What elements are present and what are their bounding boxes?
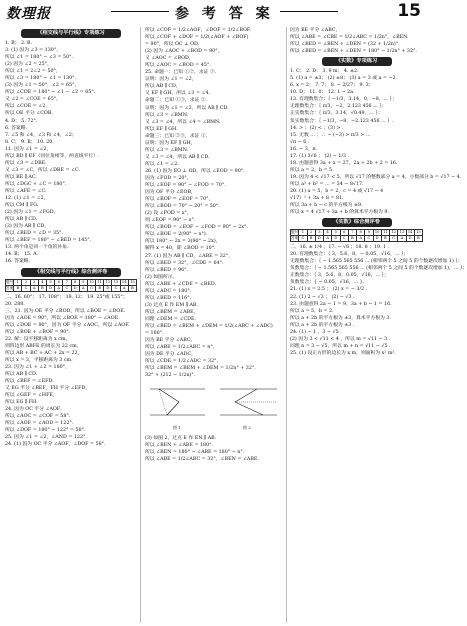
answer-line: 12. (1) ∠1 = ∠2， [5, 196, 49, 202]
answer-line: 无理数集合：｛ π/3，−2，2.123 456 ... ｝； [290, 104, 387, 110]
answer-line: 所以 ∠AOC = ∠BOD = 45°. [145, 63, 211, 69]
answer-line: (3) 因为 ∠1 = 50°，∠2 = 65°， [5, 83, 80, 89]
answer-line: 所以 ∠ABE = 1/2∠ABC = n°， [145, 345, 218, 351]
answer-line: 无理数集合：｛ − 1.565 565 556 ... (相邻两个 5 之间 5 的个数逐次增加 1) ｝； [290, 259, 463, 265]
answer-line: 所以 ∠BED = 116°. [145, 295, 192, 301]
answer-line: 所以 180° − 2x = 3(90° − 2x)， [145, 239, 221, 245]
answer-line: 所以 ∠AFE = ∠C. [5, 188, 47, 194]
answer-block [5, 40, 137, 266]
answer-line: 所以 ∠3 = 180° − ∠1 = 130°. [5, 76, 77, 82]
answer-line: 所以 ∠DGC + ∠C = 180°. [5, 181, 67, 187]
answer-line: (2) 因为 ∠1 = ∠FGD， [5, 210, 59, 216]
answer-line: 又 EF ∥ GH，所以 ∠3 = ∠4. [145, 91, 211, 97]
answer-line: 负数集合：{ − 0.05，√16，... }. [290, 280, 365, 286]
table-cell: A [120, 285, 128, 291]
answer-line: 所以 3a + b − c 的平方根为 ±9. [290, 203, 363, 209]
answer-block [290, 27, 423, 55]
table-cell: 6 [55, 279, 63, 285]
answer-line: 8. C； 9. B； 10. 20. [5, 139, 54, 145]
answer-line: 所以 ∠BOE + ∠BOF = 90°. [5, 329, 71, 335]
table-cell: D [332, 236, 340, 242]
answer-line: 所以 ∠BED = ∠D = 35°. [5, 231, 64, 237]
answer-line: 所以 a = 2，b = 5. [290, 167, 334, 173]
answer-line: 证明：因为 ∠1 = ∠2，所以 AB ∥ CD. [145, 105, 229, 111]
answer-line: 因为 ∠FOD = 20°， [145, 175, 192, 181]
answer-line: 1. C； 2. D； 3. 9 m； 4. ±2. [290, 69, 359, 75]
answer-line: 所以 BE ∥ AC. [5, 174, 37, 180]
answer-line: 所以 ∠ABE = 1/2∠ABC = 32°，∠BEN = ∠ABE. [145, 457, 259, 463]
page-title: 参 考 答 案 [175, 3, 274, 23]
answer-line: 10. D； 11. 0； 12. 1 − 2a. [290, 90, 355, 96]
answer-line: 6. x = 2； 7. 7； 8. − 2/27； 9. 3； [290, 83, 374, 89]
answer-line: 又 ∠2 = ∠COE = 65°， [5, 97, 61, 103]
answer-line: 所以 ∠BED = ∠BEN + ∠DEN = (32 + 1/2n)°. [290, 42, 400, 48]
answer-line: 所以 ∠BEF = ∠EFD. [5, 379, 54, 385]
table-cell: A [398, 236, 406, 242]
answer-line: 所以 AB ∥ CD. [5, 217, 38, 223]
figure-caption: 图 2 [243, 425, 251, 431]
answer-line: 13. 有理数集合：｛ −1/3，3.14，0，−8，... ｝； [290, 97, 397, 103]
answer-line: (2) 因为 ∠2 = 25°， [5, 62, 52, 68]
table-cell: 12 [105, 279, 111, 284]
table-cell: 题号 [291, 230, 299, 235]
answer-line: 4. D； 5. 72°. [5, 118, 38, 124]
answer-line: 所以 ∠AOC = ∠COF = 58°. [5, 414, 71, 420]
answer-line: 17. (1) 3√6 ； (2) − 1/3 . [290, 153, 350, 159]
table-cell: 8 [71, 279, 79, 285]
table-cell: 11 [97, 279, 102, 284]
table-cell: 15 [130, 279, 135, 284]
table-cell: 4 [324, 230, 332, 236]
table-cell: 10 [374, 230, 380, 235]
table-cell: B [128, 285, 136, 291]
section-heading: 《相交线与平行线》专项练习 [21, 29, 121, 38]
answer-line: 27. (1) 因为 AB ∥ CD，∠ABE = 32°， [145, 253, 234, 259]
answer-line: 所以 AB ∥ CD， [145, 84, 181, 90]
answer-line: 同理 ∠DEM = ∠CDE. [145, 316, 197, 322]
answer-line: 所以 BD ∥ EF（同位角相等，两直线平行）. [5, 153, 100, 159]
page-header [0, 0, 427, 24]
section-heading: 《实数》专项练习 [322, 57, 392, 66]
answer-line: 证明：因为 ∠1 = ∠2， [145, 77, 197, 83]
answer-line: 命题二：已知 ①③，求证 ②. [145, 98, 208, 104]
answer-line: 22. (1) 2 − √3 ； (2) − √3 . [290, 294, 355, 300]
answer-line: 所以 ∠BEF = 180° − ∠BED = 145°. [5, 238, 92, 244]
answer-line: 因为 OF 平分 ∠EOB， [145, 190, 196, 196]
answer-line: 同理 n = 3 − √5，所以 m + n = √11 − √5 . [290, 343, 391, 349]
answer-line: 所以 ∠BOE = 2(90° − x°). [145, 232, 208, 238]
answer-column-3 [290, 27, 467, 357]
answer-line: 所以 x = 3，平移距离为 3 cm. [5, 357, 73, 363]
table-cell: C [22, 285, 30, 291]
table-cell: B [307, 236, 315, 242]
answer-line: 32° + (212 − 1/2n)°. [145, 373, 196, 379]
answer-block [5, 294, 137, 449]
column-divider [140, 27, 141, 623]
answer-line: 所以 ∠ABE = ∠CBE = 1/2∠ABC = 1/2n°，∠BEN. [290, 35, 409, 41]
answer-line: 所以 ∠ABE + ∠CDE = ∠BED. [145, 281, 217, 287]
table-cell: D [373, 236, 381, 242]
table-cell: B [348, 236, 356, 242]
table-cell: 14 [407, 230, 413, 235]
table-cell: 1 [14, 279, 22, 285]
answer-column-1 [5, 27, 137, 449]
table-cell: C [87, 285, 95, 291]
table-cell: C [390, 236, 398, 242]
answer-block [290, 68, 462, 216]
answer-line: 又 EG 平分 ∠BEF，FH 平分 ∠EFD， [5, 386, 91, 392]
answer-line: 命题三：已知 ②③，求证 ①. [145, 133, 208, 139]
answer-line: 24. (1) − 1 ，3 − √5 . [290, 329, 342, 335]
answer-line: 3. (1) 因为 ∠3 = 130°， [5, 48, 62, 54]
answer-line: 所以 ∠CDE = 1/2∠ADC = 32°. [145, 359, 219, 365]
answer-line: 所以 ∠COE = ∠2， [5, 104, 51, 110]
table-cell: 9 [365, 230, 373, 236]
answer-column-2 [145, 27, 282, 464]
answer-line: 又 ∠3 = ∠4，所以 AB ∥ CD. [145, 154, 210, 160]
answer-line: 所以 a + 2b 的平方根为 ±3，算术平方根为 3. [290, 315, 391, 321]
table-cell: 12 [391, 230, 396, 235]
table-cell: A [324, 236, 332, 242]
answer-line: 所以 a² + b² = ... = 34 − 8√17. [290, 181, 364, 187]
answer-line: (2) 如图所示， [145, 274, 178, 280]
answer-line: 所以 ∠BED = 32°，∠CDE = 64°. [145, 260, 224, 266]
answer-block [290, 244, 467, 357]
answer-line: 二、16. 60°； 17. 108°； 18. 12； 19. 25°或 155°； [5, 294, 128, 300]
answer-line: 则 ∠EOF = 90° − x°. [145, 218, 196, 224]
answer-line: 又 ∠AOC = ∠BOD， [145, 56, 194, 62]
answer-block [145, 27, 282, 379]
answer-line: 所以 ∠BEN + ∠ABE = 180°. [145, 443, 214, 449]
table-cell: 2 [22, 279, 30, 285]
answer-line: 所以 ∠COF + ∠DOF = 1/2(∠AOF + ∠BOF) [145, 35, 249, 41]
table-cell: D [71, 285, 79, 291]
table-cell: 3 [30, 279, 38, 285]
answer-line: 所以 ∠DOE = 90°，因为 OF 平分 ∠AOC，所以 ∠AOF. [5, 322, 130, 328]
answer-line: 11. 因为 ∠1 = ∠2， [5, 146, 52, 152]
table-cell: 1 [299, 230, 307, 236]
table-cell: B [381, 236, 389, 242]
answer-line: 16. 答案略. [5, 259, 31, 265]
table-cell: A [357, 236, 365, 242]
answer-line: 所以 AB + BC + AC + 2x = 22， [5, 350, 83, 356]
table-cell: 13 [399, 230, 405, 235]
answer-line: 25. 命题一：已知 ①②，求证 ③. [145, 70, 217, 76]
table-cell: A [79, 285, 87, 291]
answer-line: 所以 ∠3 = ∠BMN. [145, 112, 189, 118]
answer-line: 所以 ∠1 = ∠2. [145, 161, 179, 167]
answer-line: 7. ∠5 和 ∠4，∠3 和 ∠4，∠2； [5, 132, 77, 138]
answer-line: (3) 过点 E 作 EM ∥ AB. [145, 302, 198, 308]
answer-line: 14. > ；(2) < ；(3) > . [290, 125, 344, 131]
answer-line: 22. 解：设平移距离为 x cm， [5, 336, 71, 342]
table-cell: C [63, 285, 71, 291]
answer-line: 所以 x = 4 √17 + 3a + b 的算术平方根为 9. [290, 210, 389, 216]
table-row [6, 285, 137, 291]
answer-line: √π − 6 . [290, 139, 310, 145]
answer-line: 所以 CM ∥ FG. [5, 203, 39, 209]
answer-line: 15. 无数 ... ；∴ − (−3) > π/3 > ... [290, 132, 371, 138]
table-cell: D [46, 285, 54, 291]
answer-line: 24. 因为 OC 平分 ∠AOF， [5, 407, 66, 413]
answer-line: 解得 x = 40，即 ∠BOD = 10°. [145, 246, 216, 252]
table-cell: B [38, 285, 46, 291]
table-cell: A [30, 285, 38, 291]
answer-line: 因为 DE 平分 ∠ADC， [145, 352, 196, 358]
table-cell: 7 [63, 279, 71, 285]
answer-line: 20. 288. [5, 301, 25, 307]
table-cell: 2 [307, 230, 315, 236]
answer-line: 所以 ∠BOD = ∠EOF − ∠FOD = 90° − 2x°. [145, 225, 248, 231]
table-cell: 答案 [291, 236, 299, 241]
answer-line: √17）² + 3a + 8 = 81. [290, 196, 344, 202]
answer-line: 二、16. ± 1/4 ；17. − √6 ；18. 8 ；19. 1 . [290, 245, 390, 251]
answer-line: 又 ∠3 = ∠4，所以 ∠4 = ∠BMN. [145, 119, 221, 125]
section-heading: 《相交线与平行线》综合测评卷 [21, 268, 121, 277]
table-cell: 13 [113, 279, 119, 284]
table-cell: 3 [315, 230, 323, 236]
column-divider [286, 27, 287, 623]
answer-line: (2) 设 ∠FOD = x°， [145, 211, 192, 217]
table-cell: 15 [416, 230, 421, 235]
answer-line: 所以 ∠1 = 2∠2 = 50°， [5, 69, 61, 75]
answer-line: 三、21. 因为 OE 平分 ∠BOD，所以 ∠BOE = ∠DOE. [5, 308, 126, 314]
answer-line: 25. (1) 设正方形的边长为 x m，则面积为 x² m². [290, 350, 396, 356]
answer-line: 20. (1) a = 5，b = 2，c = 4 或 √17 − 4 [290, 188, 384, 194]
answer-line: 18. 由题意得 3a + x = 27，2a + 2b + 2 = 16. [290, 160, 398, 166]
answer-line: 所以 ∠BEM = ∠ABE， [145, 309, 199, 315]
answer-line: 21. (1) x = 2.5 ； (2) x = − 3/2 . [290, 287, 368, 293]
answer-line: 19. 因为 4 < √17 < 5，所以 √17 的整数部分 a = 4，小数部分 b = √17 − 4. [290, 174, 462, 180]
answer-line: 所以 ∠BEN = 180° − ∠ABE = 180° − n°. [145, 450, 245, 456]
answer-line: 因为 BE 平分 ∠ABC， [145, 338, 196, 344]
newspaper-logo: 数理报 [6, 6, 51, 22]
table-cell: B [96, 285, 104, 291]
table-cell: 11 [383, 230, 388, 235]
answer-line: 所以 ∠COF = 1/2∠AOF，∠DOF = 1/2∠BOF. [145, 28, 251, 33]
answer-line: 所以 a + 2b 的平方根为 ±3 . [290, 322, 355, 328]
table-cell: 9 [79, 279, 87, 285]
answer-block [145, 435, 282, 463]
geometry-figures [145, 381, 282, 433]
answer-line: 所以 ∠EOF = 90° − ∠FOD = 70°. [145, 183, 226, 189]
answer-line: 24. (1) 因为 OC 平分 ∠AOF，∠DOF = 58°. [5, 442, 106, 448]
answer-line: 16. − 3，π. [290, 146, 318, 152]
answer-line: 23. 因为 ∠1 + ∠2 = 180°， [5, 364, 70, 370]
answer-line: 14. B； 15. A. [5, 252, 39, 258]
page-number: 15 [397, 1, 421, 21]
table-cell: C [299, 236, 307, 242]
answer-line: 负实数集合：｛ −1/3，−8，−2.123 456 ... ｝. [290, 118, 394, 124]
answer-line: = 180°. [145, 331, 164, 337]
table-cell: 8 [357, 230, 365, 236]
answer-line: (2) 因为 ∠AOC + ∠BOD = 90°， [145, 49, 223, 55]
answer-line: 因为 ∠AOE = 90°，所以 ∠BOE = 180° − ∠AOE. [5, 315, 120, 321]
answer-line: 所以 ∠BOF = ∠EOF = 70°， [145, 197, 214, 203]
answer-line: (3) 因为 AB ∥ CD， [5, 224, 50, 230]
table-cell: D [104, 285, 112, 291]
answer-line: 所以 ∠GEF = ∠HFE， [5, 393, 58, 399]
answer-line: 则四边形 ABFE 的周长为 22 cm， [5, 343, 82, 349]
table-cell: 4 [38, 279, 46, 285]
table-cell: C [365, 236, 373, 242]
table-row [291, 236, 423, 242]
table-cell: C [340, 236, 348, 242]
answer-line: 正实数集合：｛ π/3，3.14，√0.49，... ｝； [290, 111, 383, 117]
table-cell: 题号 [6, 279, 14, 284]
answer-line: 6. 答案略. [5, 125, 28, 131]
answer-line: 25. 因为 ∠1 = ∠2，∠AND = 122°. [5, 435, 87, 441]
parallel-lines-figure [145, 381, 282, 433]
answer-line: 所以 AB ∥ CD. [5, 372, 38, 378]
answer-line: 1. B； 2. B. [5, 41, 33, 46]
table-cell: 答案 [6, 285, 14, 290]
answer-line: 5. (1) a = ±3； (2) ±8； (3) a = 3 或 a = −2. [290, 76, 398, 82]
answer-line: 所以 ∠DOF = 180° − 122° = 58°. [5, 428, 86, 434]
answer-line: 所以 ∠3 = ∠BMN. [145, 147, 189, 153]
answer-line: (3) 如图 2，过点 E 作 EN ∥ AB. [145, 436, 217, 442]
answer-line: 正数集合：｛ 3，5.6，8，0.05，√16，... ｝； [290, 273, 389, 279]
answer-line: 13. 两个角是同一个角的补角. [5, 245, 69, 251]
answer-line: 26. (1) 因为 EO ⊥ OD，所以 ∠EOD = 90°. [145, 168, 245, 174]
answer-line: 所以 ∠AOF = ∠AOD = 122°. [5, 421, 74, 427]
answer-line: 所以 ∠3 = ∠DBE. [5, 160, 47, 166]
answer-line: 所以 ∠1 = 180° − ∠3 = 50°. [5, 55, 74, 61]
answer-line: 所以 EF ∥ GH. [145, 126, 178, 132]
answer-line: (2) 因为 3 < √11 < 4 ，所以 m = √11 − 3 . [290, 336, 391, 342]
answer-line: 20. 有理数集合：｛ 3，5.6，8，− 0.05，√16，... ｝； [290, 252, 409, 258]
answer-line: 因为 BE 平分 ∠ABC， [290, 28, 341, 33]
answer-line: 负数集合：｛ − 1.565 565 556 ... (相邻两个 5 之间 5 的个数逐次增加 1)，... ｝； [290, 266, 467, 272]
answer-table [5, 279, 137, 292]
answer-line: 所以 ∠BOD = 70° − 20° = 50°. [145, 204, 220, 210]
table-cell: D [315, 236, 323, 242]
answer-line: 所以 ∠BEM = ∠BEM + ∠DEM = 1/2n° + 32°. [145, 366, 256, 372]
answer-line: 所以 ∠ADC = 180°. [145, 288, 192, 294]
table-cell: B [414, 236, 422, 242]
answer-line: 又 ∠3 = ∠C，所以 ∠DBE = ∠C. [5, 167, 81, 173]
table-cell: D [406, 236, 414, 242]
answer-line: 所以 a = 5，b = 2. [290, 308, 334, 314]
table-cell: 6 [340, 230, 348, 236]
figure-caption: 图 1 [173, 425, 181, 431]
table-cell: 5 [46, 279, 54, 285]
answer-line: 证明：因为 EF ∥ GH， [145, 140, 196, 146]
table-cell: A [55, 285, 63, 291]
table-cell: 7 [348, 230, 356, 236]
section-heading: 《实数》综合测评卷 [322, 218, 392, 227]
table-cell: 10 [89, 279, 94, 284]
answer-line: 所以 ∠BED = 96°. [145, 267, 189, 273]
answer-line: 所以 ∠COE = 180° − ∠1 − ∠2 = 65°. [5, 90, 96, 96]
answer-line: = 90°，所以 OC ⊥ OD. [145, 42, 200, 48]
table-cell: 14 [121, 279, 127, 284]
table-cell: C [112, 285, 120, 291]
answer-line: 所以 ∠BED = ∠BEM + ∠DEM = 1/2(∠ABC + ∠ADC) [145, 323, 273, 329]
answer-line: 所以 ∠BED = ∠BEN + ∠DEN = 180° − 1/2n° + 32°. [290, 49, 417, 55]
table-cell: B [14, 285, 22, 291]
answer-line: 所以 OE 平分 ∠COB. [5, 111, 53, 117]
table-cell: 5 [332, 230, 340, 236]
answer-line: 23. 由题意得 2a − 1 = 9，3a + b − 1 = 16. [290, 301, 392, 307]
answer-table [290, 229, 423, 242]
answer-line: 所以 EG ∥ FH. [5, 400, 38, 406]
